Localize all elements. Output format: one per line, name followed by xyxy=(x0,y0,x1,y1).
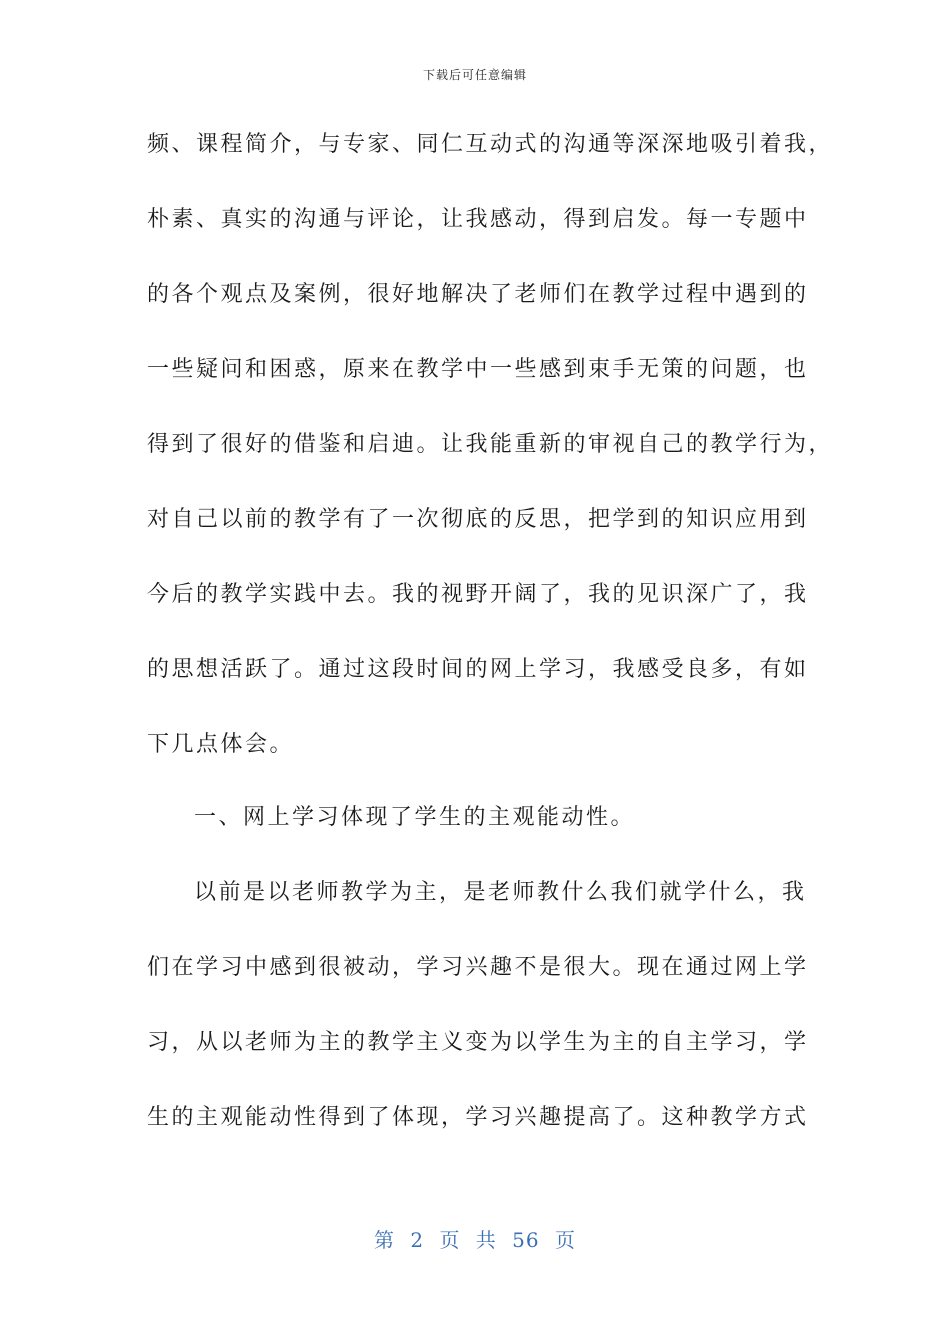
text-line: 习，从以老师为主的教学主义变为以学生为主的自主学习，学 xyxy=(147,1030,809,1055)
text-line: 的思想活跃了。通过这段时间的网上学习，我感受良多，有如 xyxy=(147,657,809,682)
text-line: 得到了很好的借鉴和启迪。让我能重新的审视自己的教学行为， xyxy=(147,432,834,457)
text-line: 生的主观能动性得到了体现，学习兴趣提高了。这种教学方式 xyxy=(147,1105,809,1130)
text-line: 频、课程简介，与专家、同仁互动式的沟通等深深地吸引着我， xyxy=(147,132,834,157)
text-line: 一些疑问和困惑，原来在教学中一些感到束手无策的问题，也 xyxy=(147,357,809,382)
text-line: 们在学习中感到很被动，学习兴趣不是很大。现在通过网上学 xyxy=(147,955,809,980)
section-heading: 一、网上学习体现了学生的主观能动性。 xyxy=(194,805,636,830)
page-number: 第 2 页 共 56 页 xyxy=(374,1228,576,1252)
text-line: 今后的教学实践中去。我的视野开阔了，我的见识深广了，我 xyxy=(147,582,809,607)
page-header: 下载后可任意编辑 xyxy=(422,68,527,82)
text-line: 下几点体会。 xyxy=(147,732,295,757)
text-line: 的各个观点及案例，很好地解决了老师们在教学过程中遇到的 xyxy=(147,282,809,307)
text-line: 对自己以前的教学有了一次彻底的反思，把学到的知识应用到 xyxy=(147,507,809,532)
text-line: 朴素、真实的沟通与评论，让我感动，得到启发。每一专题中 xyxy=(147,207,809,232)
text-line: 以前是以老师教学为主，是老师教什么我们就学什么，我 xyxy=(194,880,807,905)
